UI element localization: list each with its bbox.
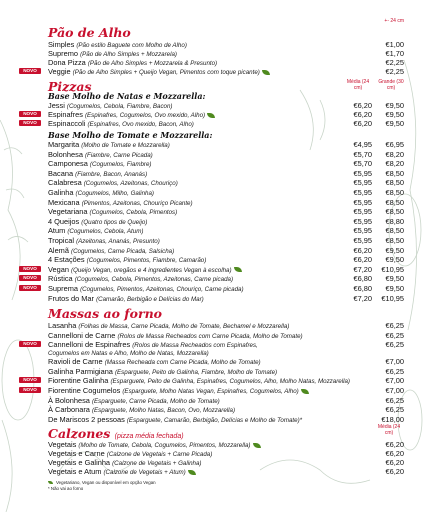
size-note: +- 24 cm	[384, 18, 404, 24]
menu-item: Vegetais e Atum (Calzone de Vegetais + Atum) €6,20	[48, 467, 404, 476]
vegan-leaf-icon	[207, 113, 215, 118]
section-title-massas: Massas ao forno	[48, 306, 163, 321]
menu-item: Frutos do Mar (Camarão, Berbigão e Delícias do Mar) €7,20 €10,95	[48, 293, 404, 303]
vegan-leaf-icon	[188, 470, 196, 475]
menu-item: 4 Queijos (Quatro tipos de Queijo) €5,95 €8,80	[48, 216, 404, 226]
subheading-tomate: Base Molho de Tomate e Mozzarella:	[48, 130, 213, 140]
menu-item: Margarita (Molho de Tomate e Mozzarella) €4,95 €6,95	[48, 140, 404, 149]
menu-item: Bolonhesa (Fiambre, Carne Picada) €5,70 €8,20	[48, 149, 404, 159]
menu-item: Galinha Parmigiana (Esparguete, Peito de Galinha, Fiambre, Molho de Tomate) €6,25	[48, 366, 404, 376]
novo-badge: NOVO	[19, 120, 41, 126]
col-media: Média (24 cm)	[346, 79, 370, 91]
menu-item: Suprema (Cogumelos, Pimentos, Azeitonas, Chouriço, Carne picada) €6,80 €9,50	[48, 284, 404, 293]
menu-item: Alemã (Cogumelos, Carne Picada, Salsicha) €6,20 €9,50	[48, 245, 404, 255]
novo-badge: NOVO	[19, 377, 41, 383]
menu-item: Bacana (Fiambre, Bacon, Ananás) €5,95 €8,50	[48, 168, 404, 178]
subheading-natas: Base Molho de Natas e Mozzarella:	[48, 91, 206, 101]
menu-item: À Bolonhesa (Esparguete, Carne Picada, Molho de Tomate) €6,25	[48, 395, 404, 405]
menu-item: Calabresa (Cogumelos, Azeitonas, Chouriço) €5,95 €8,50	[48, 178, 404, 188]
menu-item: Vegetais (Molho de Tomate, Cebola, Cogumelos, Pimentos, Mozzarella) €6,20	[48, 440, 404, 449]
menu-item: Cannelloni de Carne (Rolos de Massa Recheados com Carne Picada, Molho de Tomate) €6,25	[48, 330, 404, 340]
menu-item: Fiorentine Galinha (Esparguete, Peito de Galinha, Espinafres, Cogumelos, Alho, Molho Natas, Mozzarella) €7,00	[48, 376, 404, 386]
novo-badge: NOVO	[19, 111, 41, 117]
novo-badge: NOVO	[19, 266, 41, 272]
footnote-vegan: Vegetariano, Vegan ou disponível em opção Vegan	[48, 480, 156, 485]
menu-item: Jessi (Cogumelos, Cebola, Fiambre, Bacon) €6,20 €9,50	[48, 101, 404, 110]
menu-item: Espinaccoli (Espinafres, Ovo mexido, Bacon, Alho) €6,20 €9,50	[48, 119, 404, 128]
vegan-leaf-icon	[253, 443, 261, 448]
menu-item: Veggie (Pão de Alho Simples + Queijo Vegan, Pimentos com toque picante) €2,25	[48, 67, 404, 76]
novo-badge: NOVO	[19, 285, 41, 291]
calzones-subtitle: (pizza média fechada)	[114, 433, 184, 440]
menu-item: Vegetais e Carne (Calzone de Vegetais + Carne Picada) €6,20	[48, 449, 404, 458]
section-title-calzones: Calzones (pizza média fechada)	[48, 426, 184, 441]
menu-item: Mexicana (Pimentos, Azeitonas, Chouriço Picante) €5,95 €8,50	[48, 197, 404, 207]
menu-item: Ravioli de Carne (Massa Recheada com Carne Picada, Molho de Tomate) €7,00	[48, 357, 404, 367]
footnote-oven: * Não vai ao forno	[48, 486, 84, 491]
menu-item: Fiorentine Cogumelos (Esparguete, Molho Natas Vegan, Espinafres, Cogumelos, Alho) €7,00	[48, 386, 404, 395]
vegan-leaf-icon	[234, 267, 242, 272]
menu-item: Cannelloni de Espinafres (Rolos de Massa Recheados com Espinafres, €6,25 Cogumelos em Natas e Alho, Molho de Natas, Mozzarella)	[48, 340, 404, 358]
menu-item: Vegetariana (Cogumelos, Cebola, Pimentos) €5,95 €8,50	[48, 207, 404, 217]
section-title-pizzas: Pizzas	[48, 79, 92, 94]
menu-item: Espinafres (Espinafres, Cogumelos, Ovo mexido, Alho) €6,20 €9,50	[48, 110, 404, 119]
menu-item: Lasanha (Folhas de Massa, Carne Picada, Molho de Tomate, Bechamel e Mozzarella) €6,25	[48, 321, 404, 330]
menu-item: Vegetais e Galinha (Calzone de Vegetais + Galinha) €6,20	[48, 458, 404, 467]
menu-item: Camponesa (Cogumelos, Fiambre) €5,70 €8,20	[48, 159, 404, 169]
vegan-leaf-icon	[262, 70, 270, 75]
menu-item: Rústica (Cogumelos, Cebola, Pimentos, Azeitonas, Carne picada) €6,80 €9,50	[48, 274, 404, 284]
menu-item: À Carbonara (Esparguete, Molho Natas, Bacon, Ovo, Mozzarella) €6,25	[48, 405, 404, 415]
menu-item: De Mariscos 2 pessoas (Esparguete, Camarão, Berbigão, Delícias e Molho de Tomate)* €18,00	[48, 414, 404, 424]
menu-item: Simples (Pão estilo Baguete com Molho de Alho) €1,00	[48, 40, 404, 49]
col-grande: Grande (30 cm)	[378, 79, 404, 91]
novo-badge: NOVO	[19, 387, 41, 393]
novo-badge: NOVO	[19, 341, 41, 347]
vegan-leaf-icon	[301, 389, 309, 394]
menu-item: Tropical (Azeitonas, Ananás, Presunto) €5,95 €8,50	[48, 236, 404, 245]
novo-badge: NOVO	[19, 275, 41, 281]
menu-item: Atum (Cogumelos, Cebola, Atum) €5,95 €8,50	[48, 226, 404, 236]
menu-item: Dona Pizza (Pão de Alho Simples + Mozzarela & Presunto) €2,25	[48, 58, 404, 67]
novo-badge: NOVO	[19, 68, 41, 74]
menu-item: Vegan (Queijo Vegan, oregãos e 4 ingredientes Vegan à escolha) €7,20 €10,95	[48, 264, 404, 274]
col-media-calzone: Média (24 cm)	[377, 424, 401, 436]
menu-item: 4 Estações (Cogumelos, Pimentos, Fiambre, Camarão) €6,20 €9,50	[48, 255, 404, 265]
menu-item: Galinha (Cogumelos, Milho, Galinha) €5,95 €8,50	[48, 188, 404, 197]
vegan-leaf-icon	[48, 481, 53, 484]
menu-item: Supremo (Pão de Alho Simples + Mozzarela) €1,70	[48, 49, 404, 58]
section-title-pao-de-alho: Pão de Alho	[48, 25, 131, 40]
